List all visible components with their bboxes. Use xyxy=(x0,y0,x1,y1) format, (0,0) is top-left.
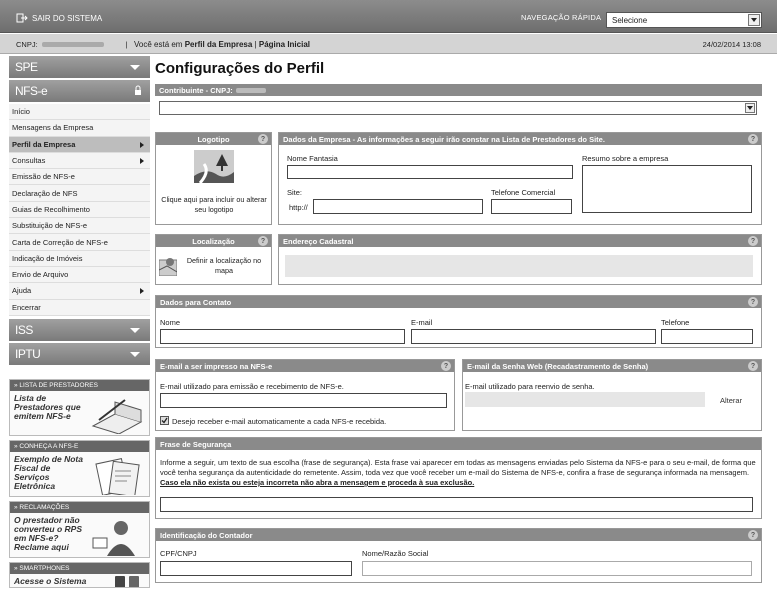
sidebar-item-consultas[interactable] xyxy=(9,153,150,169)
sidebar-item-label: Declaração de NFS xyxy=(12,188,78,198)
page-title: Configurações do Perfil xyxy=(155,60,325,77)
sidebar-section-iss[interactable] xyxy=(9,319,150,341)
breadcrumb-prefix: Você está em xyxy=(134,40,183,49)
endereco-panel xyxy=(278,234,762,285)
sidebar-item-encerrar[interactable] xyxy=(9,300,150,316)
exit-link[interactable] xyxy=(16,13,102,23)
promo-reclamacoes[interactable] xyxy=(9,501,150,558)
email-nfse-header: E-mail a ser impresso na NFS-e xyxy=(160,361,273,371)
contato-header: Dados para Contato xyxy=(160,297,232,307)
nfse-menu xyxy=(9,104,150,316)
sidebar-item-label: Substituição de NFS-e xyxy=(12,221,88,231)
site-label: Site: xyxy=(287,188,303,197)
email-input[interactable] xyxy=(411,329,656,344)
section-label: SPE xyxy=(15,60,38,74)
frase-seguranca-panel xyxy=(155,437,762,519)
sidebar-item-inicio[interactable] xyxy=(9,104,150,120)
breadcrumb-home[interactable]: Página Inicial xyxy=(258,40,310,49)
sidebar-section-spe[interactable] xyxy=(9,56,150,78)
nome-fantasia-input[interactable] xyxy=(287,165,573,179)
telefone-label: Telefone xyxy=(661,318,690,327)
sidebar-section-iptu[interactable] xyxy=(9,343,150,365)
email-nfse-panel xyxy=(155,359,455,431)
promo-text: Lista de Prestadores que emitem NFS-e xyxy=(14,392,81,421)
localizacao-panel xyxy=(155,234,272,285)
cnpj-redacted xyxy=(42,42,104,47)
auto-email-label[interactable]: Desejo receber e-mail automaticamente a cada NFS-e recebida. xyxy=(172,417,387,426)
chevron-down-icon xyxy=(130,328,140,333)
dados-empresa-header: Dados da Empresa - As informações a seguir irão constar na Lista de Prestadores do Site. xyxy=(283,134,605,144)
endereco-header: Endereço Cadastral xyxy=(283,236,354,246)
promo-text: Acesse o Sistema xyxy=(14,575,87,586)
document-icon xyxy=(85,457,145,495)
sidebar-item-label: Mensagens da Empresa xyxy=(12,123,94,133)
sidebar-item-label: Consultas xyxy=(12,156,46,166)
frase-warning: Caso ela não exista ou esteja incorreta não abra a mensagem e proceda à sua exclusão. xyxy=(160,478,475,487)
sidebar-item-guias-de-recolhimento[interactable] xyxy=(9,202,150,218)
datetime: 24/02/2014 13:08 xyxy=(702,40,761,49)
sidebar-item-declaracao-de-nfs[interactable] xyxy=(9,185,150,201)
localizacao-header: Localização xyxy=(192,236,235,246)
cnpj-label: CNPJ: xyxy=(16,40,38,49)
email-senha-desc: E-mail utilizado para reenvio de senha. xyxy=(465,382,595,391)
panel-header xyxy=(156,296,761,308)
telefone-comercial-input[interactable] xyxy=(491,199,572,214)
sidebar-item-ajuda[interactable] xyxy=(9,283,150,299)
chevron-down-icon xyxy=(130,352,140,357)
panel-header xyxy=(156,360,454,372)
panel-header xyxy=(155,84,762,96)
frase-header: Frase de Segurança xyxy=(160,439,232,449)
contador-header: Identificação do Contador xyxy=(160,530,253,540)
info-bar xyxy=(0,34,777,54)
cpf-cnpj-input[interactable] xyxy=(160,561,352,576)
promo-lista-prestadores[interactable] xyxy=(9,379,150,436)
logotipo-text[interactable]: Clique aqui para incluir ou alterar seu logotipo xyxy=(161,195,267,214)
section-label: IPTU xyxy=(15,346,41,361)
exit-label: SAIR DO SISTEMA xyxy=(32,13,103,23)
email-nfse-desc: E-mail utilizado para emissão e recebimento de NFS-e. xyxy=(160,382,344,391)
resumo-label: Resumo sobre a empresa xyxy=(582,154,669,163)
help-icon[interactable]: ? xyxy=(258,236,268,246)
contribuinte-select[interactable] xyxy=(159,101,757,115)
help-icon[interactable]: ? xyxy=(748,361,758,371)
breadcrumb xyxy=(134,40,310,49)
panel-header xyxy=(156,438,761,450)
frase-instructions xyxy=(160,458,756,488)
chevron-right-icon xyxy=(140,288,144,294)
sidebar-item-label: Encerrar xyxy=(12,302,41,312)
nome-input[interactable] xyxy=(160,329,405,344)
frase-input[interactable] xyxy=(160,497,753,512)
nome-razao-label: Nome/Razão Social xyxy=(362,549,429,558)
check-icon xyxy=(161,417,168,424)
breadcrumb-separator: | xyxy=(254,40,257,49)
smartphone-icon xyxy=(113,575,143,588)
promo-smartphones[interactable] xyxy=(9,562,150,588)
panel-header xyxy=(156,529,761,541)
resumo-textarea[interactable] xyxy=(582,165,752,213)
sidebar-item-perfil-da-empresa[interactable] xyxy=(9,137,150,153)
lock-icon xyxy=(134,85,142,96)
sidebar-item-substituicao-de-nfs-e[interactable] xyxy=(9,218,150,234)
logo-placeholder-icon[interactable] xyxy=(194,150,234,183)
site-prefix: http:// xyxy=(289,203,308,212)
quick-nav-label: NAVEGAÇÃO RÁPIDA xyxy=(521,13,602,22)
nome-fantasia-label: Nome Fantasia xyxy=(287,154,338,163)
frase-text: Informe a seguir, um texto de sua escolha (frase de segurança). Esta frase vai aparecer em todas as mensagens enviadas pelo Sistema da NFS-e para o seu e-mail, de forma que você tenha segurança da autenticidade do remetente. Assim, toda vez que você receber um e-mail do Sistema de NFS-e, confira a frase de segurança informada na mensagem. xyxy=(160,458,756,477)
site-input[interactable] xyxy=(313,199,483,214)
chevron-down-icon[interactable] xyxy=(745,103,755,113)
section-label: NFS-e xyxy=(15,84,48,98)
chevron-right-icon xyxy=(140,158,144,164)
book-icon xyxy=(85,396,145,434)
nome-razao-field xyxy=(362,561,752,576)
nome-label: Nome xyxy=(160,318,181,327)
promo-header: » RECLAMAÇÕES xyxy=(10,502,149,513)
top-bar xyxy=(0,0,777,33)
exit-icon xyxy=(16,13,28,23)
sidebar-item-carta-de-correcao-de-nfs-e[interactable] xyxy=(9,234,150,250)
help-icon[interactable]: ? xyxy=(748,134,758,144)
promo-text: Exemplo de Nota Fiscal de Serviços Eletrônica xyxy=(14,453,83,491)
logotipo-header: Logotipo xyxy=(197,134,230,144)
panel-header xyxy=(463,360,761,372)
email-senha-header: E-mail da Senha Web (Recadastramento de Senha) xyxy=(467,361,649,371)
sidebar-section-nfse[interactable] xyxy=(9,80,150,102)
contato-panel xyxy=(155,295,762,348)
panel-header xyxy=(279,235,761,247)
contador-panel xyxy=(155,528,762,583)
sidebar-item-label: Guias de Recolhimento xyxy=(12,204,90,214)
chevron-down-icon[interactable] xyxy=(748,14,760,26)
panel-header xyxy=(156,235,271,247)
promo-text: O prestador não converteu o RPS em NFS-e? Reclame aqui xyxy=(14,514,83,552)
sidebar-item-mensagens-da-empresa[interactable] xyxy=(9,120,150,136)
quick-nav-select[interactable] xyxy=(606,12,762,28)
telefone-comercial-label: Telefone Comercial xyxy=(491,188,556,197)
help-icon[interactable]: ? xyxy=(441,361,451,371)
promo-header: » SMARTPHONES xyxy=(10,563,149,574)
contribuinte-panel xyxy=(155,84,762,121)
sidebar xyxy=(9,56,150,593)
sidebar-item-label: Emissão de NFS-e xyxy=(12,172,75,182)
breadcrumb-current[interactable]: Perfil da Empresa xyxy=(184,40,253,49)
endereco-readonly-field xyxy=(285,255,753,277)
cnpj-display: CNPJ: | xyxy=(16,40,128,49)
email-senha-panel xyxy=(462,359,762,431)
map-icon[interactable] xyxy=(159,256,177,276)
sidebar-item-label: Envio de Arquivo xyxy=(12,270,69,280)
help-icon[interactable]: ? xyxy=(748,530,758,540)
sidebar-item-label: Carta de Correção de NFS-e xyxy=(12,237,108,247)
localizacao-text[interactable]: Definir a localização no mapa xyxy=(186,256,262,275)
contribuinte-header: Contribuinte - CNPJ: xyxy=(159,85,233,95)
chevron-down-icon xyxy=(130,65,140,70)
sidebar-item-label: Início xyxy=(12,107,30,117)
quick-nav-value: Selecione xyxy=(612,15,648,25)
promo-header: » CONHEÇA A NFS-E xyxy=(10,441,149,452)
person-icon xyxy=(85,518,145,556)
help-icon[interactable]: ? xyxy=(258,134,268,144)
sidebar-item-label: Ajuda xyxy=(12,286,32,296)
panel-header xyxy=(279,133,761,145)
cpf-cnpj-label: CPF/CNPJ xyxy=(160,549,197,558)
sidebar-item-emissao-de-nfs-e[interactable] xyxy=(9,169,150,185)
cnpj-redacted xyxy=(236,88,266,93)
help-icon[interactable]: ? xyxy=(748,297,758,307)
email-nfse-input[interactable] xyxy=(160,393,447,408)
email-senha-readonly-field xyxy=(465,392,705,407)
promo-conheca-nfse[interactable] xyxy=(9,440,150,497)
telefone-input[interactable] xyxy=(661,329,753,344)
sidebar-item-label: Indicação de Imóveis xyxy=(12,253,83,263)
help-icon[interactable]: ? xyxy=(748,236,758,246)
logotipo-panel xyxy=(155,132,272,225)
sidebar-item-label: Perfil da Empresa xyxy=(12,139,76,149)
alterar-link[interactable]: Alterar xyxy=(720,396,743,405)
sidebar-item-indicacao-de-imoveis[interactable] xyxy=(9,251,150,267)
auto-email-checkbox[interactable] xyxy=(160,416,169,425)
dados-empresa-panel xyxy=(278,132,762,225)
section-label: ISS xyxy=(15,322,33,337)
promo-header: » LISTA DE PRESTADORES xyxy=(10,380,149,391)
sidebar-item-envio-de-arquivo[interactable] xyxy=(9,267,150,283)
panel-header xyxy=(156,133,271,145)
email-label: E-mail xyxy=(411,318,433,327)
chevron-right-icon xyxy=(140,142,144,148)
